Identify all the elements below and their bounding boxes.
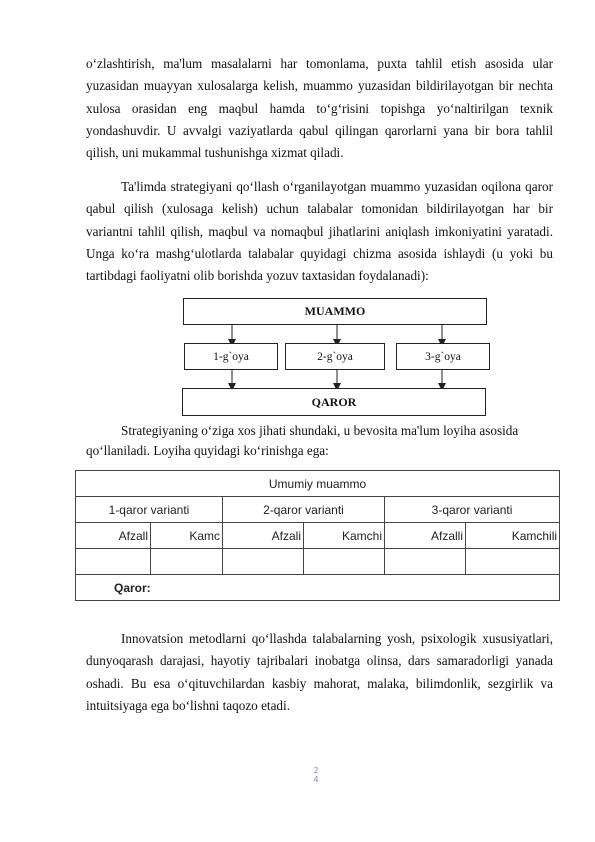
table-cell [385, 549, 466, 575]
page-number [311, 766, 321, 784]
idea-box-3: 3-g`oya [396, 343, 490, 370]
table-title: Umumiy muammo [76, 471, 560, 497]
table-empty-row [76, 549, 560, 575]
subheader-5: Afzalli [385, 523, 466, 549]
paragraph-innovation: Innovatsion metodlarni qo‘llashda talabalarning yosh, psixologik xususiyatlari, dunyoqarash darajasi, hayotiy tajribalari inobatga olinsa, dars samaradorligi yanada oshadi. Bu esa o‘qituvchilardan kasbiy mahorat, malaka, bilimdonlik, sezgirlik va intuitsiyaga ega bo‘lishni taqozo etadi. [86, 631, 553, 713]
problem-box: MUAMMO [183, 298, 487, 325]
table-cell [304, 549, 385, 575]
subheader-1: Afzall [76, 523, 151, 549]
paragraph-intro: o‘zlashtirish, ma'lum masalalarni har tomonlama, puxta tahlil etish asosida ular yuzasidan muayyan xulosalarga kelish, muammo yuzasidan bildirilayotgan bir nechta xulosa orasidan eng maqbul hamda to‘g‘risini topishga yo‘naltirilgan texnik yondashuvdir. U avvalgi vaziyatlarda qabul qilingan qarorlarni yana bir bora tahlil qilish, uni mukammal tushunishga xizmat qiladi. [86, 56, 553, 161]
page-number-digit-2: 4 [313, 775, 319, 784]
table-title-row [76, 471, 560, 497]
subheader-4: Kamchi [304, 523, 385, 549]
variant-3-header: 3-qaror varianti [385, 497, 560, 523]
table-cell [466, 549, 560, 575]
table-cell [223, 549, 304, 575]
table-subheader-row [76, 523, 560, 549]
subheader-2: Kamc [151, 523, 223, 549]
idea-box-2: 2-g`oya [285, 343, 385, 370]
decision-box: QAROR [182, 388, 486, 416]
variant-2-header: 2-qaror varianti [223, 497, 385, 523]
variant-1-header: 1-qaror varianti [76, 497, 223, 523]
decision-table [75, 470, 560, 601]
paragraph-strategy: Ta'limda strategiyani qo‘llash o‘rganilayotgan muammo yuzasidan oqilona qaror qabul qilish (xulosaga kelish) uchun talabalar tomonidan bildirilayotgan har bir variantni tahlil qilish, maqbul va nomaqbul jihatlarini aniqlash imkoniyatini yaratadi. Unga ko‘ra mashg‘ulotlarda talabalar quyidagi chizma asosida ishlaydi (u yoki bu tartibdagi faoliyatni olib borishda yozuv taxtasidan foydalanadi): [86, 179, 553, 284]
subheader-6: Kamchili [466, 523, 560, 549]
paragraph-project: Strategiyaning o‘ziga xos jihati shundaki, u bevosita ma'lum loyiha asosida qo‘llaniladi. Loyiha quyidagi ko‘rinishga ega: [86, 423, 519, 458]
page-number-digit-1: 2 [313, 766, 319, 775]
subheader-3: Afzali [223, 523, 304, 549]
idea-box-1: 1-g`oya [184, 343, 278, 370]
table-variant-row [76, 497, 560, 523]
table-decision-label: Qaror: [76, 575, 560, 601]
table-cell [76, 549, 151, 575]
table-footer-row [76, 575, 560, 601]
table-cell [151, 549, 223, 575]
